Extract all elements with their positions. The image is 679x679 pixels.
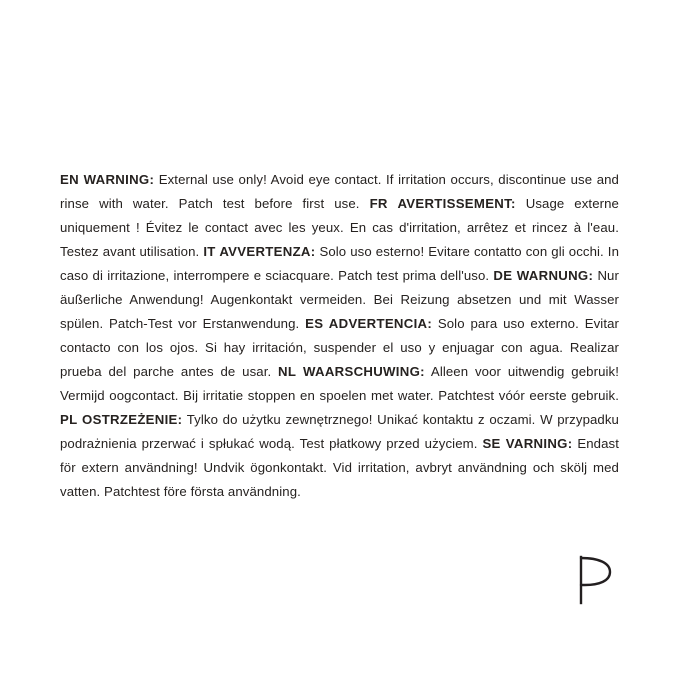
warning-text-de: Nur äußerliche Anwendung! Augenkontakt vermeiden. Bei Reizung absetzen und mit Wasser spülen. Patch-Test vor Erstanwendung. bbox=[60, 268, 619, 332]
warning-lang-label-es: ES ADVERTENCIA: bbox=[305, 316, 433, 332]
warning-lang-label-se: SE VARNING: bbox=[482, 436, 573, 452]
warning-lang-label-de: DE WARNUNG: bbox=[493, 268, 594, 284]
warning-lang-label-pl: PL OSTRZEŻENIE: bbox=[60, 412, 183, 428]
warning-text-en: External use only! Avoid eye contact. If irritation occurs, discontinue use and rinse with water. Patch test before first use. bbox=[60, 172, 619, 212]
warning-text-es: Solo para uso externo. Evitar contacto con los ojos. Si hay irritación, suspender el uso y enjuagar con agua. Realizar prueba del parche antes de usar. bbox=[60, 316, 620, 380]
warning-lang-label-it: IT AVVERTENZA: bbox=[203, 244, 316, 260]
warning-text-it: Solo uso esterno! Evitare contatto con gli occhi. In caso di irritazione, interrompere e sciacquare. Patch test prima dell'uso. bbox=[60, 244, 620, 284]
warning-text-pl: Tylko do użytku zewnętrznego! Unikać kontaktu z oczami. W przypadku podrażnienia przerwać i spłukać wodą. Test płatkowy przed użyciem. bbox=[60, 412, 619, 452]
warning-lang-label-nl: NL WAARSCHUWING: bbox=[278, 364, 425, 380]
brand-monogram-p-icon bbox=[573, 555, 617, 605]
multilingual-warning-text bbox=[60, 168, 619, 504]
warning-lang-label-en: EN WARNING: bbox=[60, 172, 155, 187]
warning-text-nl: Alleen voor uitwendig gebruik! Vermijd oogcontact. Bij irritatie stoppen en spoelen met water. Patchtest vóór eerste gebruik. bbox=[60, 364, 619, 404]
warning-text-se: Endast för extern användning! Undvik ögonkontakt. Vid irritation, avbryt användning och skölj med vatten. Patchtest före första användning. bbox=[60, 436, 620, 500]
warning-lang-label-fr: FR AVERTISSEMENT: bbox=[369, 196, 516, 212]
warning-text-fr: Usage externe uniquement ! Évitez le contact avec les yeux. En cas d'irritation, arrêtez et rincez à l'eau. Testez avant utilisation. bbox=[60, 196, 619, 260]
